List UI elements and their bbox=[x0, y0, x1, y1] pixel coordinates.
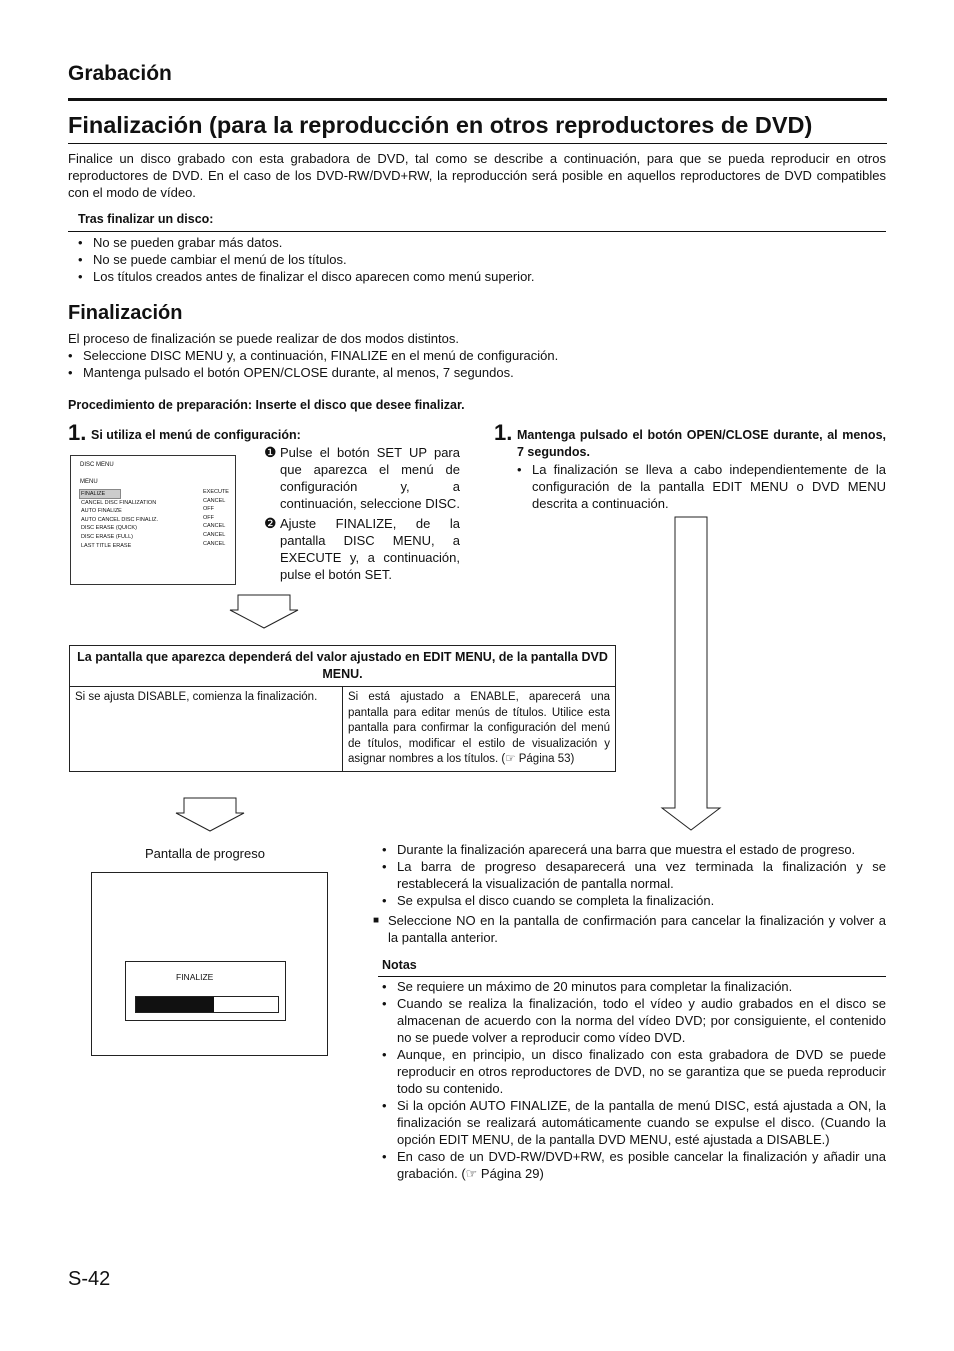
table-cell-enable: Si está ajustado a ENABLE, aparecerá una pantalla para editar menús de títulos. Utilice esta pantalla para confirmar la configuración del menú de títulos, modificar el estilo de visualización y asignar nombres a los títulos. (☞ Página 53) bbox=[343, 687, 616, 772]
sub-title: Finalización bbox=[68, 302, 183, 324]
menu-item-value: CANCEL bbox=[203, 540, 226, 547]
step-a-number: 1. bbox=[68, 420, 87, 445]
step-marker-1: ❶ bbox=[264, 444, 277, 460]
step-a-sub1-text: Pulse el botón SET UP para que aparezca el menú de configuración y, a continuación, seleccione DISC. bbox=[280, 445, 460, 511]
step-a-sub1 bbox=[264, 444, 460, 512]
progress-notes bbox=[382, 841, 886, 909]
list-item: • Se expulsa el disco cuando se completa la finalización. bbox=[382, 892, 886, 909]
edit-menu-table bbox=[69, 645, 616, 772]
menu-item-value: EXECUTE bbox=[203, 489, 229, 495]
after-rule bbox=[68, 231, 886, 232]
page-title: Finalización (para la reproducción en otros reproductores de DVD) bbox=[68, 112, 813, 138]
menu-item-label: DISC ERASE (FULL) bbox=[81, 533, 133, 540]
menu-values bbox=[203, 488, 229, 548]
prep-line: Procedimiento de preparación: Inserte el disco que desee finalizar. bbox=[68, 398, 465, 412]
progress-bar-fill bbox=[136, 997, 214, 1012]
menu-item-label: LAST TITLE ERASE bbox=[81, 542, 132, 549]
step-a-sub2 bbox=[264, 515, 460, 583]
methods-list bbox=[68, 347, 886, 381]
list-item: • Si la opción AUTO FINALIZE, de la pantalla de menú DISC, está ajustada a ON, la finalización se realizará automáticamente cuando se expulse el disco. (Cuando la opción EDIT MENU, de la pantalla DVD MENU, esté ajustada a DISABLE.) bbox=[382, 1097, 886, 1148]
list-item: • Se requiere un máximo de 20 minutos para completar la finalización. bbox=[382, 978, 886, 995]
arrow-down-icon bbox=[660, 516, 722, 832]
list-item: • No se pueden grabar más datos. bbox=[78, 234, 886, 251]
intro-paragraph: Finalice un disco grabado con esta grabadora de DVD, tal como se describe a continuación, para que se pueda reproducir en otros reproductores de DVD. En el caso de los DVD-RW/DVD+RW, la reproducción será posible en aquellos reproductores de DVD compatibles con el modo de vídeo. bbox=[68, 151, 886, 200]
list-item: • La barra de progreso desaparecerá una vez terminada la finalización y se restablecerá la visualización de pantalla normal. bbox=[382, 858, 886, 892]
progress-label: FINALIZE bbox=[176, 972, 214, 982]
arrow-down-icon bbox=[174, 797, 246, 833]
section-title: Grabación bbox=[68, 62, 172, 85]
arrow-down-icon bbox=[228, 594, 300, 630]
menu-item-value: OFF bbox=[203, 514, 214, 521]
list-item: • En caso de un DVD-RW/DVD+RW, es posible cancelar la finalización y añadir una grabación. (☞ Página 29) bbox=[382, 1148, 886, 1182]
after-list bbox=[78, 234, 886, 285]
list-item: • No se puede cambiar el menú de los títulos. bbox=[78, 251, 886, 268]
notes-heading: Notas bbox=[382, 958, 417, 972]
progress-caption: Pantalla de progreso bbox=[145, 846, 265, 861]
menu-item-value: CANCEL bbox=[203, 497, 226, 504]
list-item: • Cuando se realiza la finalización, todo el vídeo y audio grabados en el disco se almacenan de acuerdo con la norma del vídeo DVD; por consiguiente, el contenido no se puede volver a reproducir como vídeo DVD. bbox=[382, 995, 886, 1046]
step-a-title: Si utiliza el menú de configuración: bbox=[91, 428, 301, 442]
disc-menu-screen bbox=[70, 455, 236, 585]
notes-rule bbox=[378, 976, 886, 977]
section-rule bbox=[68, 98, 887, 101]
cancel-note bbox=[373, 912, 886, 946]
menu-item-label: DISC ERASE (QUICK) bbox=[81, 525, 137, 532]
step-b-title: Mantenga pulsado el botón OPEN/CLOSE durante, al menos, 7 segundos. bbox=[517, 428, 886, 459]
step-a-sub2-text: Ajuste FINALIZE, de la pantalla DISC MENU, a EXECUTE y, a continuación, pulse el botón SET. bbox=[280, 516, 460, 582]
list-item: • Durante la finalización aparecerá una barra que muestra el estado de progreso. bbox=[382, 841, 886, 858]
list-item: • Mantenga pulsado el botón OPEN/CLOSE durante, al menos, 7 segundos. bbox=[68, 364, 886, 381]
list-item: • Aunque, en principio, un disco finalizado con esta grabadora de DVD se puede reproducir en otros reproductores de DVD, no se garantiza que se pueda reproducir todo su contenido. bbox=[382, 1046, 886, 1097]
table-cell-disable: Si se ajusta DISABLE, comienza la finalización. bbox=[70, 687, 343, 772]
disc-menu-label: MENU bbox=[80, 479, 98, 485]
step-b-number: 1. bbox=[494, 420, 513, 445]
menu-items bbox=[81, 490, 158, 550]
disc-menu-title: DISC MENU bbox=[80, 462, 114, 468]
menu-item-label: CANCEL DISC FINALIZATION bbox=[81, 499, 157, 506]
progress-screen bbox=[91, 872, 328, 1056]
table-header: La pantalla que aparezca dependerá del valor ajustado en EDIT MENU, de la pantalla DVD MENU. bbox=[70, 646, 616, 687]
after-heading: Tras finalizar un disco: bbox=[78, 212, 214, 226]
menu-item-label: AUTO CANCEL DISC FINALIZ. bbox=[81, 516, 159, 523]
list-item: ■ Seleccione NO en la pantalla de confirmación para cancelar la finalización y volver a la pantalla anterior. bbox=[373, 912, 886, 946]
menu-item-label: FINALIZE bbox=[81, 491, 106, 497]
sub-intro: El proceso de finalización se puede realizar de dos modos distintos. bbox=[68, 331, 459, 346]
progress-bar bbox=[135, 996, 279, 1013]
progress-dialog bbox=[125, 961, 286, 1021]
list-item: • Seleccione DISC MENU y, a continuación, FINALIZE en el menú de configuración. bbox=[68, 347, 886, 364]
step-b-list bbox=[517, 461, 886, 512]
menu-item-value: CANCEL bbox=[203, 523, 226, 530]
title-rule bbox=[68, 143, 887, 144]
step-marker-2: ❷ bbox=[264, 515, 277, 531]
page-number: S-42 bbox=[68, 1268, 111, 1290]
menu-item-value: OFF bbox=[203, 506, 214, 513]
menu-item-label: AUTO FINALIZE bbox=[81, 508, 122, 515]
notes-list bbox=[382, 978, 886, 1182]
menu-item-value: CANCEL bbox=[203, 531, 226, 538]
list-item: • Los títulos creados antes de finalizar el disco aparecen como menú superior. bbox=[78, 268, 886, 285]
list-item: • La finalización se lleva a cabo independientemente de la configuración de la pantalla EDIT MENU o DVD MENU descrita a continuación. bbox=[517, 461, 886, 512]
